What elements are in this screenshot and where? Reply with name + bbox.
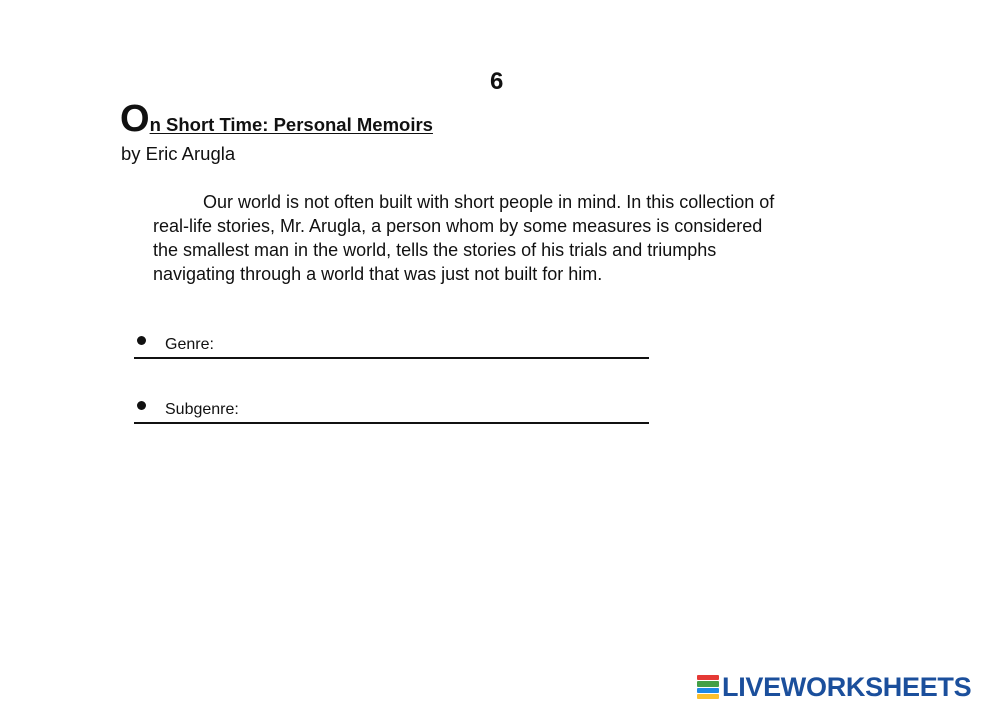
summary-line: the smallest man in the world, tells the stories of his trials and triumphs	[153, 240, 717, 260]
book-summary	[153, 190, 873, 286]
page-number: 6	[490, 68, 504, 95]
liveworksheets-logo-icon	[697, 675, 719, 699]
genre-answer-field[interactable]	[134, 337, 649, 359]
subgenre-question	[134, 397, 650, 437]
title-drop-cap: O	[120, 98, 150, 140]
liveworksheets-brand	[697, 672, 971, 702]
title-text: n Short Time: Personal Memoirs	[149, 114, 433, 135]
logo-block	[697, 681, 719, 686]
logo-block	[697, 675, 719, 680]
logo-block	[697, 688, 719, 693]
subgenre-label: Subgenre:	[165, 401, 239, 418]
logo-block	[697, 694, 719, 699]
book-title	[120, 100, 433, 138]
genre-question	[134, 332, 650, 372]
book-author: by Eric Arugla	[121, 143, 236, 164]
summary-line: Our world is not often built with short people in mind. In this collection of	[203, 192, 775, 212]
summary-line: navigating through a world that was just not built for him.	[153, 264, 603, 284]
brand-name: LIVEWORKSHEETS	[722, 671, 972, 702]
summary-line: real-life stories, Mr. Arugla, a person whom by some measures is considered	[153, 216, 763, 236]
subgenre-answer-field[interactable]	[134, 402, 649, 424]
genre-label: Genre:	[165, 336, 214, 353]
